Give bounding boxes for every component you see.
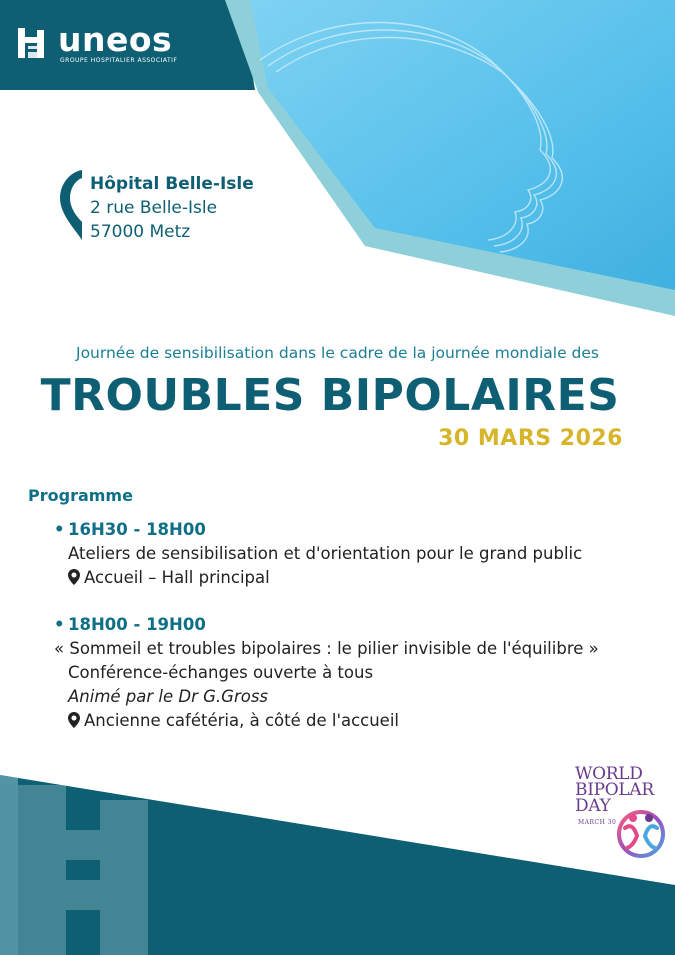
hospital-name: Hôpital Belle-Isle xyxy=(90,174,254,194)
hospital-city: 57000 Metz xyxy=(90,222,191,242)
programme-description: Ateliers de sensibilisation et d'orientation pour le grand public xyxy=(68,544,583,563)
location-pin-icon xyxy=(60,170,86,240)
programme-item-1 xyxy=(54,518,582,590)
uneos-mark-icon xyxy=(18,28,46,58)
place-label: Accueil – Hall principal xyxy=(84,568,270,587)
event-date: 30 MARS 2026 xyxy=(438,426,623,451)
bullet: • xyxy=(54,615,65,634)
wbd-line-3: DAY xyxy=(575,796,611,816)
footer-strip xyxy=(0,775,18,955)
uneos-logo xyxy=(18,22,188,66)
wbd-line-2: BIPOLAR xyxy=(575,780,654,800)
brand-tagline: GROUPE HOSPITALIER ASSOCIATIF xyxy=(60,57,178,64)
wbd-date: MARCH 30 xyxy=(578,819,617,826)
programme-quote: « Sommeil et troubles bipolaires : le pilier invisible de l'équilibre » xyxy=(54,639,599,658)
bullet: • xyxy=(54,520,65,539)
wbd-figures-icon xyxy=(613,802,669,858)
event-intro: Journée de sensibilisation dans le cadre de la journée mondiale des xyxy=(76,344,599,362)
event-title: TROUBLES BIPOLAIRES xyxy=(40,370,620,421)
map-marker-icon xyxy=(68,569,80,585)
brand-name: uneos xyxy=(58,20,173,59)
programme-heading: Programme xyxy=(28,486,133,505)
place-label: Ancienne cafétéria, à côté de l'accueil xyxy=(84,711,400,730)
programme-description: Conférence-échanges ouverte à tous xyxy=(68,663,374,682)
map-marker-icon xyxy=(68,712,80,728)
programme-place xyxy=(54,566,582,590)
programme-speaker: Animé par le Dr G.Gross xyxy=(68,687,269,706)
programme-time: 16H30 - 18H00 xyxy=(68,520,206,539)
hospital-street: 2 rue Belle-Isle xyxy=(90,198,218,218)
wbd-line-1: WORLD xyxy=(575,764,643,784)
programme-item-2 xyxy=(54,613,599,733)
programme-place xyxy=(54,709,599,733)
world-bipolar-day-logo xyxy=(575,766,675,866)
hospital-address xyxy=(90,172,254,244)
programme-time: 18H00 - 19H00 xyxy=(68,615,206,634)
